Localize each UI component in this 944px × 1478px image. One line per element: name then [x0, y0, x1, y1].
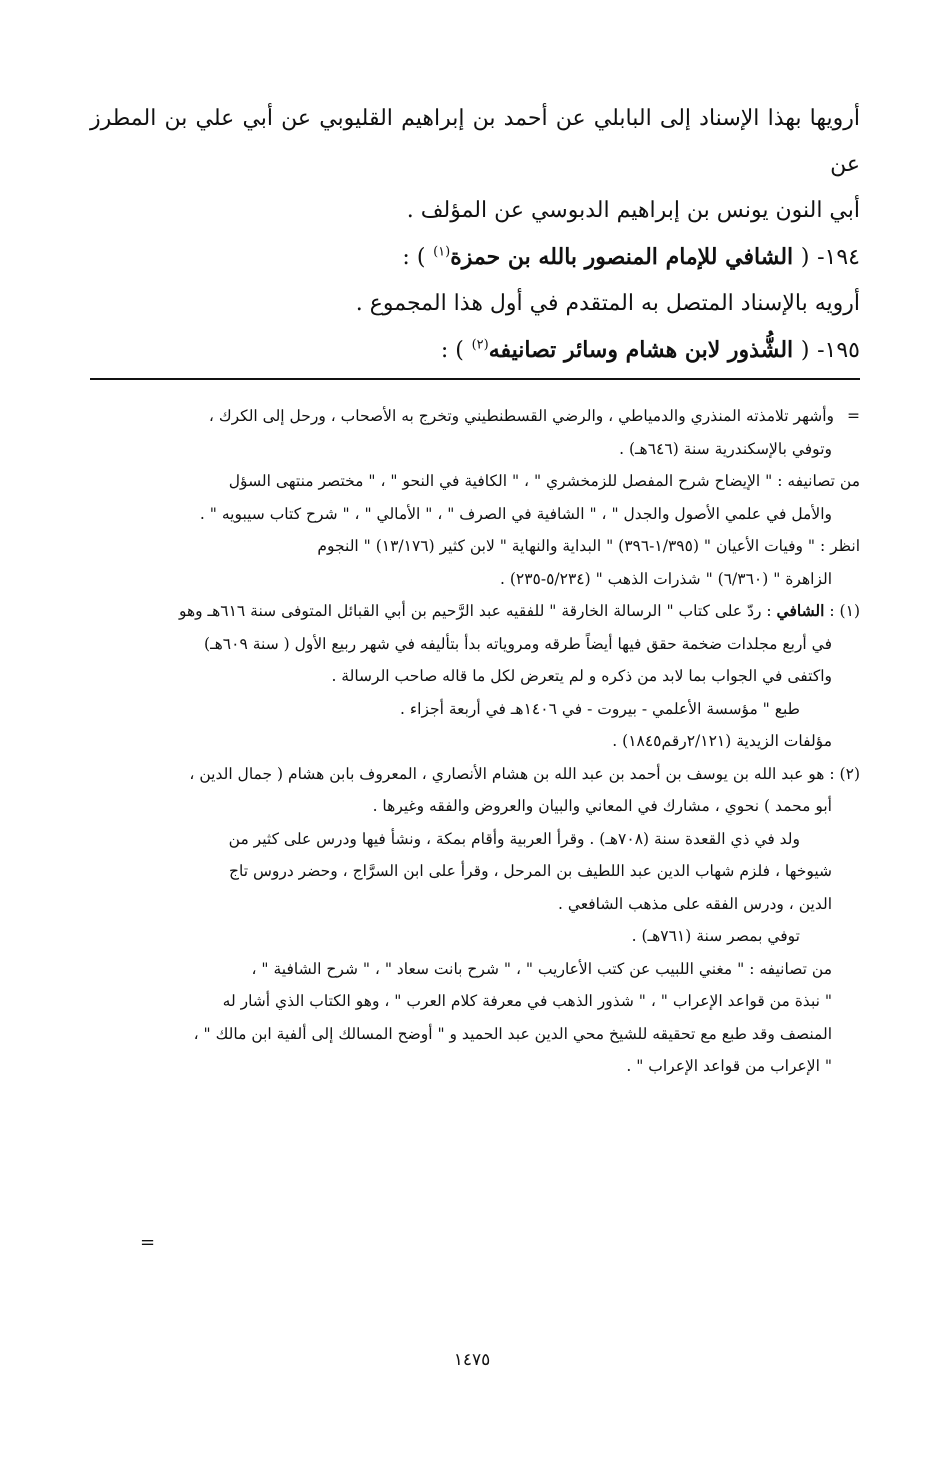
- continuation-mark: =: [847, 407, 860, 425]
- main-line: أرويها بهذا الإسناد إلى البابلي عن أحمد بن إبراهيم القليوبي عن أبي علي بن المطرز عن: [90, 106, 860, 177]
- main-text: [90, 96, 860, 374]
- entry-number: ١٩٥-: [817, 338, 860, 363]
- footnote-label: (٢) :: [829, 764, 860, 783]
- footnote-line: وتوفي بالإسكندرية سنة (٦٤٦هـ) .: [619, 439, 832, 458]
- footnote-line: " الإعراب من قواعد الإعراب " .: [626, 1057, 832, 1075]
- footnote-label: (١) :: [829, 602, 860, 620]
- footnote-line: " نبذة من قواعد الإعراب " ، " شذور الذهب في معرفة كلام العرب " ، وهو الكتاب الذي أشار له: [222, 992, 832, 1010]
- footnote-text: هو عبد الله بن يوسف بن أحمد بن عبد الله بن هشام الأنصاري ، المعروف بابن هشام ( جمال الدين ،: [189, 764, 825, 783]
- footnote-line: والأمل في علمي الأصول والجدل " ، " الشافية في الصرف " ، " الأمالي " ، " شرح كتاب سيبويه " .: [199, 504, 832, 523]
- open-paren: (: [800, 338, 810, 363]
- footnote-line: ولد في ذي القعدة سنة (٧٠٨هـ) . وقرأ العربية وأقام بمكة ، ونشأ فيها ودرس على كثير من: [228, 829, 800, 848]
- footnote-line: مؤلفات الزيدية (٢/١٢١رقم١٨٤٥) .: [612, 732, 832, 750]
- close-paren: ) :: [440, 338, 464, 363]
- entry-title: الشُّذور لابن هشام وسائر تصانيفه: [488, 337, 794, 363]
- entry-heading-195: [90, 327, 860, 374]
- footnote-line: في أربع مجلدات ضخمة حقق فيها أيضاً طرقه ومروياته بدأ بتأليفه في شهر ربيع الأول ( سنة ٦٠٩هـ): [204, 634, 832, 653]
- main-line: أبي النون يونس بن إبراهيم الدبوسي عن المؤلف .: [406, 198, 860, 223]
- footnote-line: المنصف وقد طبع مع تحقيقه للشيخ محي الدين عبد الحميد و " أوضح المسالك إلى ألفية ابن مالك " ،: [193, 1024, 832, 1043]
- footnote-line: طبع " مؤسسة الأعلمي - بيروت - في ١٤٠٦هـ في أربعة أجزاء .: [400, 699, 800, 718]
- footnote-ref[interactable]: (٢): [471, 337, 489, 353]
- footnote-line: من تصانيفه : " مغني اللبيب عن كتب الأعاريب " ، " شرح بانت سعاد " ، " شرح الشافية " ،: [251, 959, 832, 978]
- footnote-bold-term: الشافي: [776, 601, 825, 620]
- open-paren: (: [800, 245, 810, 270]
- entry-number: ١٩٤-: [817, 245, 860, 270]
- footnote-line: توفي بمصر سنة (٧٦١هـ) .: [631, 927, 800, 945]
- close-paren: ) :: [402, 245, 426, 270]
- footnote-line: شيوخها ، فلزم شهاب الدين عبد اللطيف بن المرحل ، وقرأ على ابن السرَّاج ، وحضر دروس تاج: [228, 862, 832, 880]
- footnote-line: الزاهرة " (٦/٣٦٠) " شذرات الذهب " (٥/٢٣٤-٢٣٥) .: [499, 569, 832, 588]
- footnote-text: وأشهر تلامذته المنذري والدمياطي ، والرضي القسطنطيني وتخرج به الأصحاب ، ورحل إلى الكرك ،: [208, 407, 834, 425]
- entry-title: الشافي للإمام المنصور بالله بن حمزة: [450, 244, 794, 270]
- footnote-line: أبو محمد ) نحوي ، مشارك في المعاني والبيان والعروض والفقه وغيرها .: [372, 797, 832, 815]
- footnote-1: [90, 595, 860, 628]
- footnote-2: [90, 758, 860, 791]
- footnote-line: من تصانيفه : " الإيضاح شرح المفصل للزمخشري " ، " الكافية في النحو " ، " مختصر منتهى السؤل: [228, 472, 860, 490]
- main-line: أرويه بالإسناد المتصل به المتقدم في أول هذا المجموع .: [355, 291, 860, 316]
- footnote-line: الدين ، ودرس الفقه على مذهب الشافعي .: [557, 894, 832, 913]
- footnote-line: انظر : " وفيات الأعيان " (١/٣٩٥-٣٩٦) " البداية والنهاية " لابن كثير (١٣/١٧٦) " النجوم: [317, 537, 860, 555]
- footnote-line: واكتفى في الجواب بما لابد من ذكره و لم يتعرض لكل ما قاله صاحب الرسالة .: [331, 667, 832, 685]
- footnote-text: : ردّ على كتاب " الرسالة الخارقة " للفقيه عبد الرَّحيم بن أبي القبائل المتوفى سنة ٦١٦هـ وهو: [178, 602, 772, 620]
- footnote-ref[interactable]: (١): [433, 244, 451, 260]
- footnote-separator: [90, 378, 860, 380]
- footnote-line: [90, 400, 860, 433]
- footnotes: [90, 400, 860, 1083]
- continuation-mark: =: [140, 1232, 156, 1253]
- page-number: ١٤٧٥: [453, 1350, 491, 1370]
- entry-heading-194: [90, 234, 860, 281]
